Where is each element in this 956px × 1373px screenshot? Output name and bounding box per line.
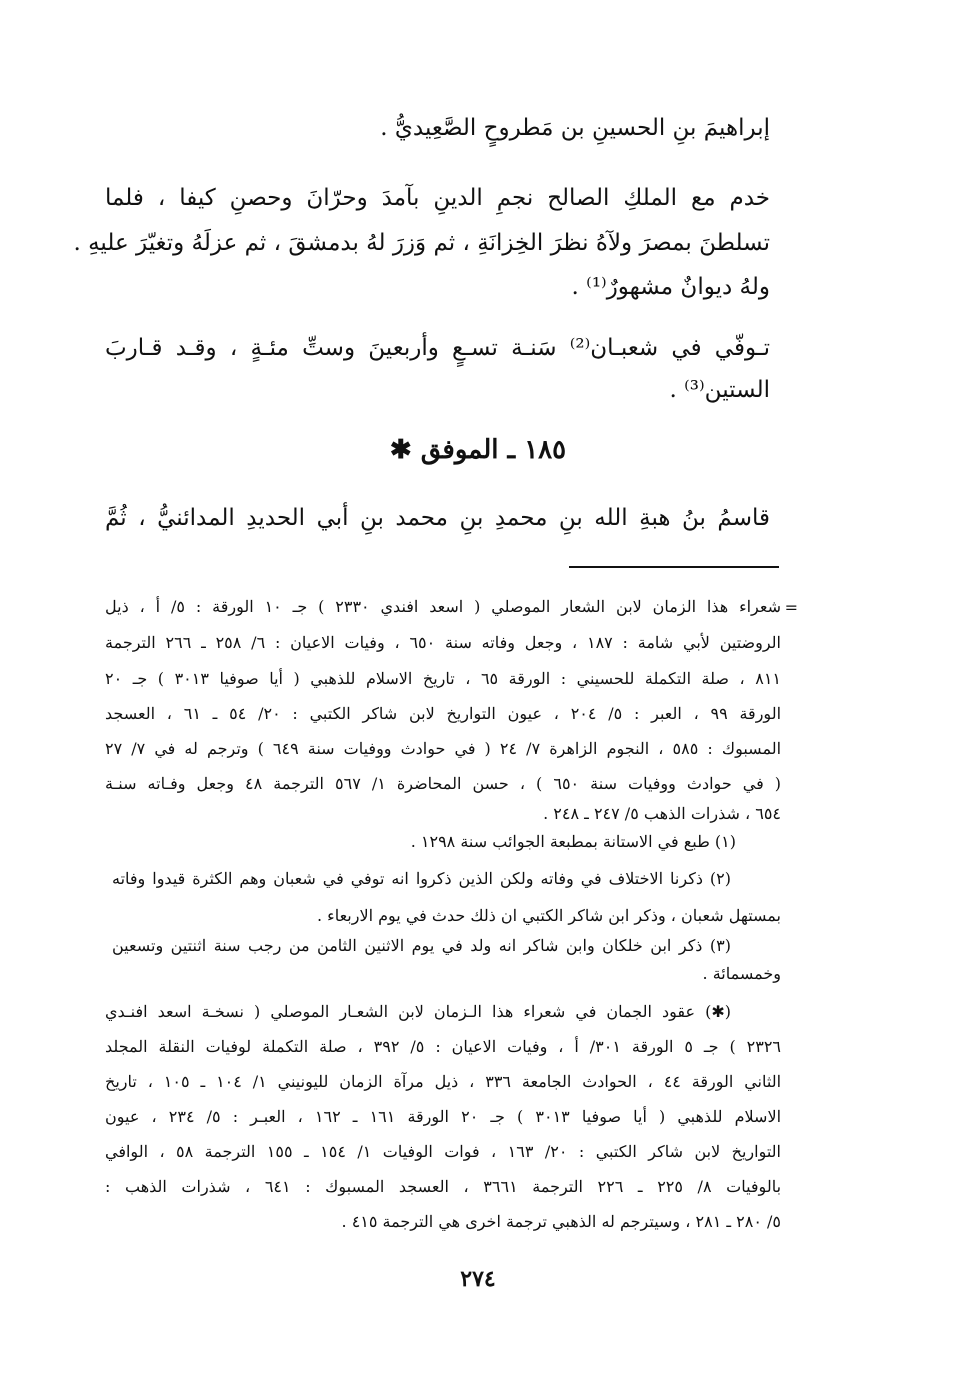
source-note-line-4: الورقة ٩٩ ، العبر : ٥/ ٢٠٤ ، عيون التواريخ لابن شاكر الكتبي : ٢٠/ ٥٤ ـ ٦١ ، العسجد <box>105 704 782 723</box>
footnote-2-line-2: بمستهل شعبان ، وذكر ابن شاكر الكتبي ان ذلك حدث في يوم الاربعاء . <box>317 906 781 925</box>
source-note-line-6: ( في حوادث ووفيات سنة ٦٥٠ ) ، حسن المحاضرة ١/ ٥٦٧ الترجمة ٤٨ وجعل وفـاته سنـة <box>105 774 782 793</box>
continuation-mark: = <box>784 598 798 617</box>
footnote-divider <box>569 566 779 568</box>
star-note-line-7: ٥/ ٢٨٠ ـ ٢٨١ ، وسيترجم له الذهبي ترجمة اخرى هي الترجمة ٤١٥ . <box>341 1212 781 1231</box>
entry-title: ١٨٥ ـ الموفق ✱ <box>389 435 567 465</box>
star-note-line-4: الاسلام للذهبي ( أيا صوفيا ٣٠١٣ ) جـ ٢٠ الورقة ١٦١ ـ ١٦٢ ، العبـر : ٥/ ٢٣٤ ، عيون <box>105 1107 782 1126</box>
footnote-2-line-1: (٢) ذكرنا الاختلاف في وفاته ولكن الذين ذكروا انه توفي في شعبان وهم الكثرة قيدوا وفاته <box>112 869 731 888</box>
star-note-line-1: (✱) عقود الجمان في شعراء هذا الـزمان لابن الشعـار الموصلي ( نسخـة اسعد افنـدي <box>105 1002 731 1021</box>
star-note-line-2: ٢٣٢٦ ) جـ ٥ الورقة ٣٠١/ أ ، وفيات الاعيان : ٥/ ٣٩٢ ، صلة التكملة لوفيات النقلة المجلد <box>105 1037 782 1056</box>
footnote-3-line-1: (٣) ذكر ابن خلكان وابن شاكر انه ولد في يوم الاثنين الثامن من رجب سنة اثنتين وتسعين <box>112 936 731 955</box>
biography-heading-line: إبراهيمَ بنِ الحسينِ بن مَطروحٍ الصَّعِيديُّ . <box>380 115 770 141</box>
page-number: ٢٧٤ <box>460 1266 496 1292</box>
star-note-line-3: الثاني الورقة ٤٤ ، الحوادث الجامعة ٣٣٦ ، ذيل مرآة الزمان لليونيني ١/ ١٠٤ ـ ١٠٥ ، تاريخ <box>105 1072 782 1091</box>
paragraph-1-line-1: خدم مع الملكِ الصالح نجمِ الدينِ بآمدَ وحرّانَ وحصنِ كيفا ، فلما <box>105 185 770 211</box>
source-note-line-2: الروضتين لأبي شامة : ١٨٧ ، وجعل وفاته سنة ٦٥٠ ، وفيات الاعيان : ٦/ ٢٥٨ ـ ٢٦٦ الترجمة <box>105 633 781 652</box>
paragraph-2-line-2: الستين⁽³⁾ . <box>669 377 770 403</box>
source-note-line-1: شعراء هذا الزمان لابن الشعار الموصلي ( اسعد افندي ٢٣٣٠ ) جـ ١٠ الورقة : ٥/ أ ، ذيل <box>105 597 781 616</box>
paragraph-1-line-3: ولهُ ديوانٌ مشهورٌ⁽¹⁾ . <box>571 274 770 300</box>
paragraph-1-line-2: تسلطنَ بمصرَ ولآهُ نظرَ الخِزانَةِ ، ثم وَزرَ لهُ بدمشقَ ، ثم عزلَهُ وتغيّرَ عليهِ . <box>73 230 770 256</box>
source-note-line-3: ٨١١ ، صلة التكملة للحسيني : الورقة ٦٥ ، تاريخ الاسلام للذهبي ( أيا صوفيا ٣٠١٣ ) جـ ٢٠ <box>105 669 782 688</box>
star-note-line-5: التواريخ لابن شاكر الكتبي : ٢٠/ ١٦٣ ، فوات الوفيات ١/ ١٥٤ ـ ١٥٥ الترجمة ٥٨ ، الوافي <box>105 1142 781 1161</box>
source-note-line-7: ٦٥٤ ، شذرات الذهب ٥/ ٢٤٧ ـ ٢٤٨ . <box>543 804 781 823</box>
footnote-3-line-2: وخمسمائة . <box>702 964 781 983</box>
footnote-1: (١) طبع في الاستانة بمطبعة الجوائب سنة ١٢٩٨ . <box>410 832 736 851</box>
entry-first-line: قاسمُ بنُ هبةِ الله بنِ محمدِ بنِ محمد بنِ أبي الحديدِ المدائنيُّ ، ثُمَّ <box>105 505 770 531</box>
paragraph-2-line-1: تـوفّي في شعبـان⁽²⁾ سَنـة تسـعٍ وأربعينَ وستِّ مئـةٍ ، وقـد قـاربَ <box>105 335 770 361</box>
star-note-line-6: بالوفيات ٨/ ٢٢٥ ـ ٢٢٦ الترجمة ٣٦٦١ ، العسجد المسبوك : ٦٤١ ، شذرات الذهب : <box>105 1177 782 1196</box>
source-note-line-5: المسبوك : ٥٨٥ ، النجوم الزاهرة ٧/ ٢٤ ( في حوادث ووفيات سنة ٦٤٩ ) وترجم له في ٧/ ٢٧ <box>105 739 782 758</box>
